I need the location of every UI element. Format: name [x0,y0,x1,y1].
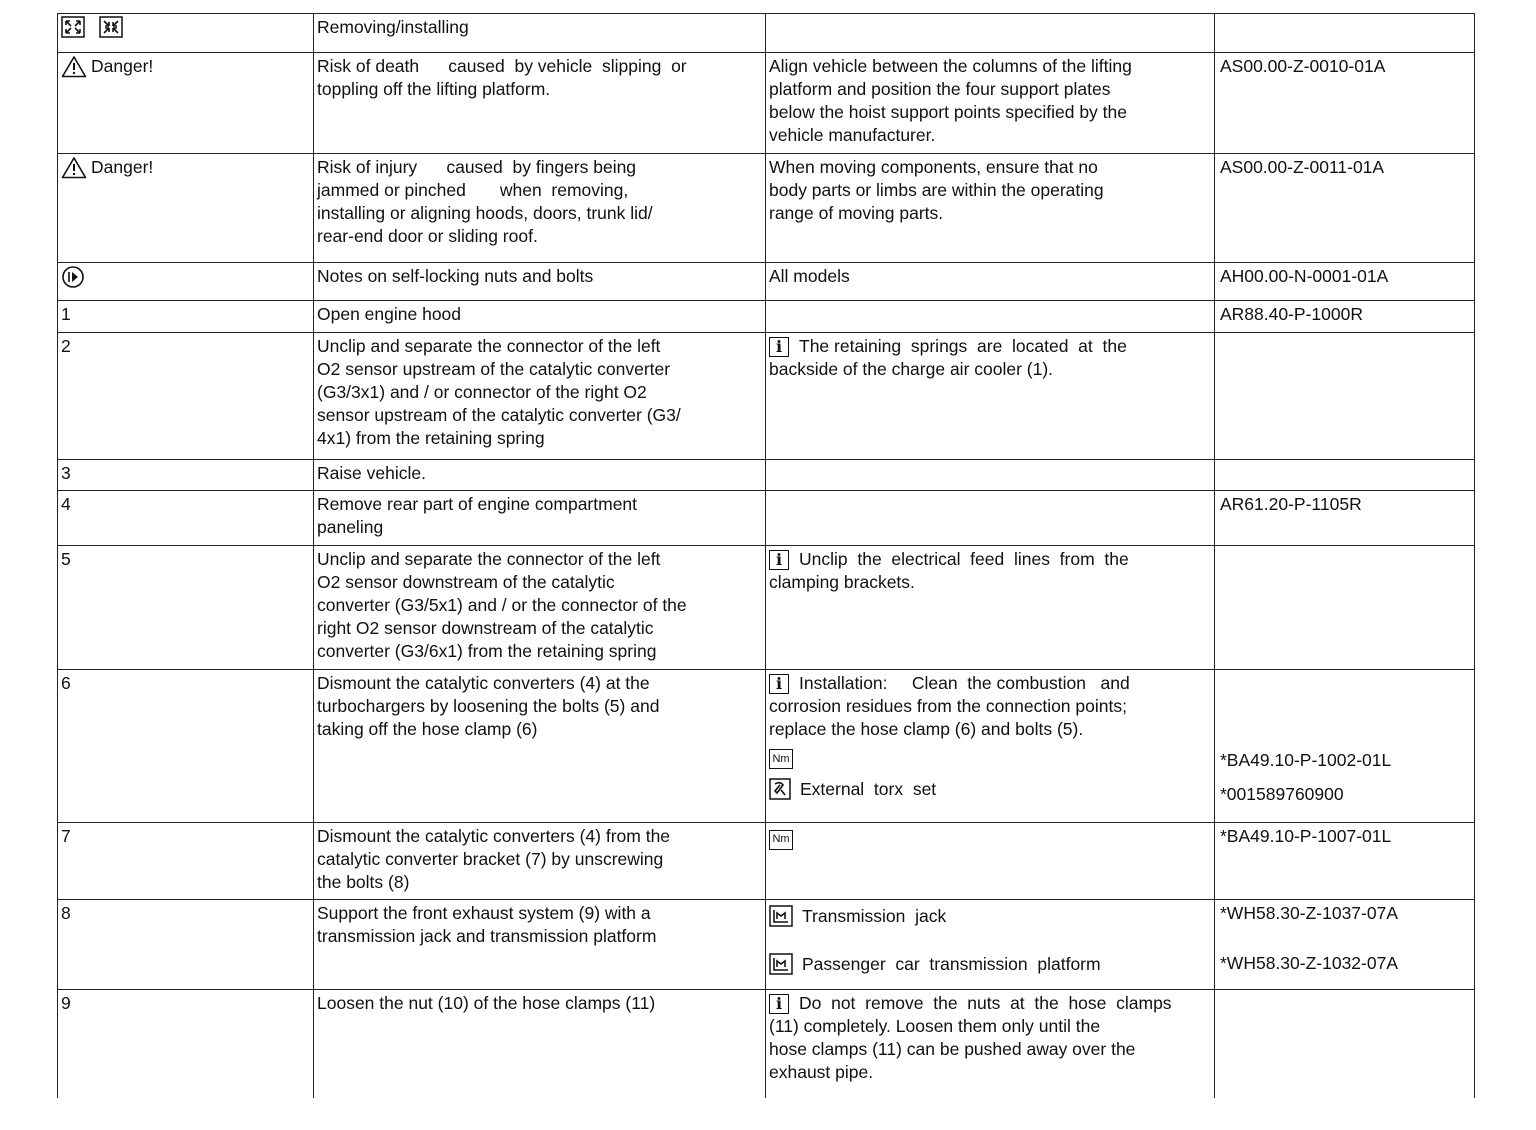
danger-label: Danger! [91,157,154,177]
warning-triangle-icon [61,156,87,179]
description-line: the bolts (8) [317,872,410,892]
table-row [58,460,1475,491]
description-text: Raise vehicle. [314,460,766,491]
tool-note: External torx set [800,778,937,799]
description-line: converter (G3/5x1) and / or the connector of the [317,595,687,615]
transmission-jack-icon [769,905,793,927]
header-icons-cell [58,14,314,53]
info-icon: i [769,674,789,694]
info-icon: i [769,994,789,1014]
reference-link[interactable]: AR61.20-P-1105R [1215,491,1475,546]
description-line: jammed or pinched when removing, [317,180,629,200]
lower-icon [99,16,123,44]
table-row [58,670,1475,823]
reference-link[interactable]: AS00.00-Z-0011-01A [1215,154,1475,263]
reference-link[interactable]: AH00.00-N-0001-01A [1215,263,1475,301]
table-row [58,491,1475,546]
reference-link[interactable]: AR88.40-P-1000R [1215,301,1475,333]
reference-link[interactable]: *BA49.10-P-1007-01L [1215,823,1475,900]
note-line: replace the hose clamp (6) and bolts (5). [769,719,1084,739]
step-number: 8 [58,900,314,990]
description-line: paneling [317,517,384,537]
note-line: below the hoist support points specified by the [769,102,1127,122]
transmission-platform-icon [769,953,793,975]
equipment-label: Transmission jack [802,905,947,926]
table-row [58,263,1475,301]
note-line: (11) completely. Loosen them only until the [769,1016,1101,1036]
description-text: Open engine hood [314,301,766,333]
note-line: exhaust pipe. [769,1062,874,1082]
description-line: taking off the hose clamp (6) [317,719,538,739]
danger-label: Danger! [91,56,154,76]
table-row [58,900,1475,990]
reference-link[interactable]: *BA49.10-P-1002-01L [1220,750,1392,770]
note-line: backside of the charge air cooler (1). [769,359,1054,379]
note-text: All models [766,263,1215,301]
header-row [58,14,1475,53]
note-line: Align vehicle between the columns of the lifting [769,56,1132,76]
note-line: range of moving parts. [769,203,944,223]
description-line: Remove rear part of engine compartment [317,494,638,514]
description-line: Risk of death caused by vehicle slipping or [317,56,687,76]
note-line: When moving components, ensure that no [769,157,1098,177]
reference-link[interactable]: *WH58.30-Z-1032-07A [1220,953,1398,973]
description-line: converter (G3/6x1) from the retaining spring [317,641,657,661]
note-line: body parts or limbs are within the operating [769,180,1104,200]
step-number: 2 [58,333,314,460]
info-icon: i [769,550,789,570]
description-line: Unclip and separate the connector of the left [317,336,661,356]
description-line: rear-end door or sliding roof. [317,226,538,246]
step-number: 7 [58,823,314,900]
info-icon: i [769,337,789,357]
note-line: platform and position the four support plates [769,79,1111,99]
step-number: 6 [58,670,314,823]
description-line: toppling off the lifting platform. [317,79,551,99]
tool-icon [769,778,791,800]
description-line: Dismount the catalytic converters (4) from the [317,826,671,846]
description-line: installing or aligning hoods, doors, trunk lid/ [317,203,653,223]
note-line: hose clamps (11) can be pushed away over the [769,1039,1136,1059]
reference-link[interactable]: *001589760900 [1220,784,1344,804]
torque-icon: Nm [769,749,793,769]
table-row [58,546,1475,670]
note-line: vehicle manufacturer. [769,125,936,145]
description-text: Loosen the nut (10) of the hose clamps (11) [314,990,766,1098]
description-line: O2 sensor downstream of the catalytic [317,572,615,592]
description-line: Dismount the catalytic converters (4) at the [317,673,650,693]
description-line: 4x1) from the retaining spring [317,428,545,448]
note-line: clamping brackets. [769,572,915,592]
description-line: right O2 sensor downstream of the catalytic [317,618,654,638]
step-number: 4 [58,491,314,546]
note-line: Do not remove the nuts at the hose clamps [799,993,1172,1013]
description-line: turbochargers by loosening the bolts (5) and [317,696,660,716]
table-row [58,990,1475,1098]
step-number: 9 [58,990,314,1098]
step-number: 1 [58,301,314,333]
equipment-label: Passenger car transmission platform [802,953,1101,974]
work-procedure-table [57,13,1475,1098]
description-line: Unclip and separate the connector of the left [317,549,661,569]
table-row [58,333,1475,460]
reference-link[interactable]: *WH58.30-Z-1037-07A [1220,903,1398,923]
description-line: sensor upstream of the catalytic converter (G3/ [317,405,681,425]
header-title: Removing/installing [314,14,766,53]
description-text: Notes on self-locking nuts and bolts [314,263,766,301]
note-line: Installation: Clean the combustion and [799,673,1130,693]
warning-triangle-icon [61,55,87,78]
table-row [58,53,1475,154]
table-row [58,301,1475,333]
torque-icon: Nm [769,830,793,850]
reference-link[interactable]: AS00.00-Z-0010-01A [1215,53,1475,154]
lift-icon [61,16,85,44]
description-line: catalytic converter bracket (7) by unscrewing [317,849,664,869]
description-line: Support the front exhaust system (9) with a [317,903,651,923]
description-line: Risk of injury caused by fingers being [317,157,637,177]
table-row [58,154,1475,263]
table-row [58,823,1475,900]
step-number: 3 [58,460,314,491]
step-number: 5 [58,546,314,670]
note-line: corrosion residues from the connection points; [769,696,1127,716]
description-line: (G3/3x1) and / or connector of the right O2 [317,382,647,402]
description-line: O2 sensor upstream of the catalytic converter [317,359,671,379]
note-line: Unclip the electrical feed lines from the [799,549,1129,569]
note-line: The retaining springs are located at the [799,336,1127,356]
notes-play-icon [61,265,85,289]
description-line: transmission jack and transmission platform [317,926,657,946]
